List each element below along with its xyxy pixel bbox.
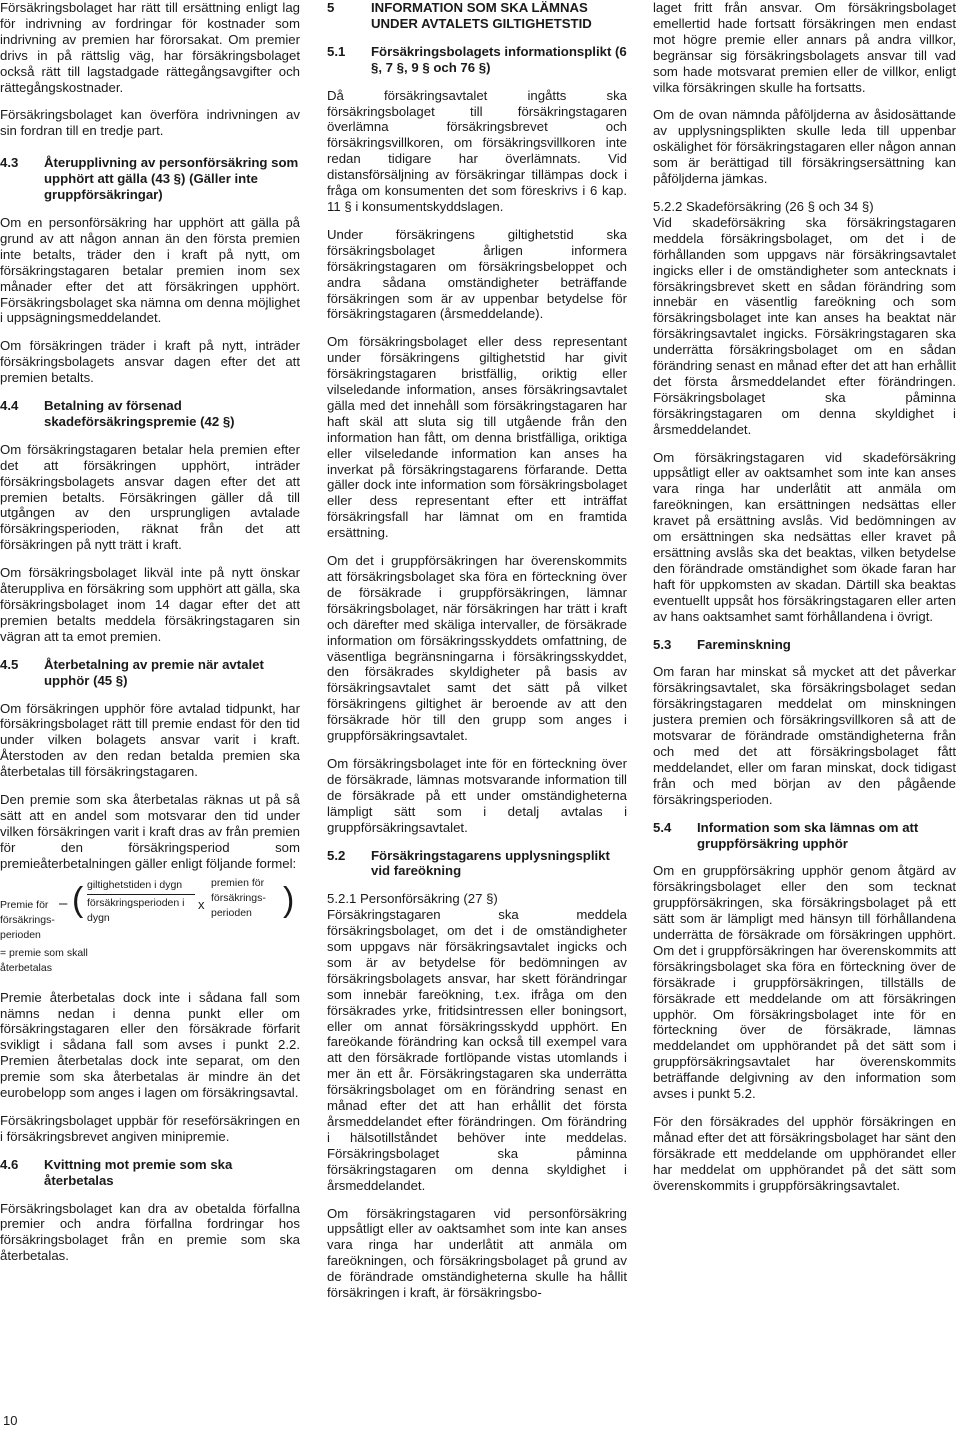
section-heading-4-3: [0, 155, 300, 203]
paragraph: Om försäkringstagaren betalar hela premien efter det att försäkringen upphört, inträder försäkringsbolagets ansvar dagen efter det att premien betalts. Försäkringen gäller då till utgången av den ursprungligen avtalade försäkringsperioden, räknat från det att försäkringen på nytt trätt i kraft.: [0, 441, 300, 553]
section-title: Kvittning mot premie som ska återbetalas: [44, 1156, 233, 1188]
column-1: [0, 0, 300, 1276]
section-number: 4.6: [0, 1156, 19, 1172]
formula-denominator: försäkringsperioden i dygn: [87, 896, 185, 924]
paragraph: Försäkringsbolaget har rätt till ersättning enligt lag för indrivning av fordringar för kostnader som indrivning av premien har förorsakat. Om premier drivs in på rättslig väg, har försäkringsbolaget också rätt till lagstadgade rättegångsavgifter och rättegångskostnader.: [0, 0, 300, 95]
section-number: 5.1: [327, 43, 346, 59]
section-number: 5.3: [653, 636, 672, 652]
section-number: 4.3: [0, 155, 19, 171]
section-title: Försäkringstagarens upplysningsplikt vid fareökning: [371, 847, 610, 879]
paragraph: Om försäkringen träder i kraft på nytt, inträder försäkringsbolagets ansvar dagen efter det att premien betalts.: [0, 338, 300, 386]
section-heading-5-1: [327, 44, 627, 76]
section-heading-5-2: [327, 848, 627, 880]
section-title: Betalning av försenad skadeförsäkringspremie (42 §): [44, 398, 235, 429]
formula-numerator: giltighetstiden i dygn: [87, 878, 195, 895]
paragraph: Om det i gruppförsäkringen har överenskommits att försäkringsbolaget ska föra en förteckning över de försäkrade i gruppförsäkringen, lämnar försäkringsbolaget, när försäkringen har trätt i kraft och därefter med skäliga intervaller, de försäkrade information om försäkringsskyddets omfattning, de väsentliga begränsningarna i försäkringsskyddet, den försäkrades skyldigheter på basis av försäkringsavtalet samt det sätt på vilket försäkringens giltighet är beroende av att den försäkrade hör till den grupp som anges i gruppförsäkringsavtalet.: [327, 553, 627, 744]
subsection-heading-5-2-2: 5.2.2 Skadeförsäkring (26 § och 34 §): [653, 198, 874, 214]
paragraph: Försäkringsbolaget kan dra av obetalda förfallna premier och andra förfallna fordringar hos försäkringsbolaget från en premie som ska återbetalas.: [0, 1200, 300, 1264]
paragraph: Försäkringsbolaget kan överföra indrivningen av sin fordran till en tredje part.: [0, 107, 300, 139]
paragraph: Den premie som ska återbetalas räknas ut på så sätt att en andel som motsvarar den tid under vilken försäkringen varit i kraft dras av från premien för den försäkringsperiod som premieåterbetalningen gäller enligt följande formel:: [0, 792, 300, 871]
paragraph: Om en gruppförsäkring upphör genom åtgärd av försäkringsbolaget eller den som tecknat gruppförsäkringen, ska försäkringsbolaget på ett sätt som är lämpligt med hänsyn till förhållandena underrätta de försäkrade om försäkringen upphört. Om det i gruppförsäkringen har överenskommits att försäkringsbolaget ska föra en förteckning över de försäkrade i gruppförsäkringen, tillställs de försäkrade ett meddelande om att försäkringen upphör. Om försäkringsbolaget inte för en förteckning över de försäkrade, lämnas meddelandet om upphörandet på det sätt som i gruppförsäkringsavtalet har överenskommits beträffande delgivning av den information som avses i punkt 5.2.: [653, 863, 956, 1102]
paragraph: Försäkringstagaren ska meddela försäkringsbolaget, om det i de omständigheter som uppgavs när försäkringsavtalet ingicks och som är av betydelse för bedömningen av försäkringsbolagets ansvar, har skett förändringar som innebär fareökning, t.ex. ifråga om den försäkrades yrke, fritidsintressen eller boningsort, eller om annat försäkringsskydd upphört. En fareökande förändring kan också till exempel vara att den försäkrade fortlöpande vistas utomlands i mer än ett år. Försäkringstagaren ska underrätta försäkringsbolaget om en förändring senast en månad efter det att han erhållit det första årsmeddelandet efter förändringen. Om förändring i hälsotillståndet behöver inte meddelas. Försäkringsbolaget ska påminna försäkringstagaren om denna skyldighet i årsmeddelandet.: [327, 907, 627, 1193]
section-heading-4-4: [0, 398, 300, 430]
section-title: Information som ska lämnas om att gruppförsäkring upphör: [697, 819, 919, 851]
paragraph: Under försäkringens giltighetstid ska försäkringsbolaget årligen informera försäkringstagaren om försäkringsbeloppet och andra sådana omständigheter beträffande försäkringen som är av uppenbar betydelse för försäkringstagaren (årsmeddelande).: [327, 226, 627, 322]
section-number: 4.5: [0, 656, 19, 672]
formula-left-paren: (: [72, 880, 84, 919]
section-heading-5: [327, 0, 627, 32]
paragraph: Om de ovan nämnda påföljderna av åsidosättande av upplysningsplikten skulle leda till uppenbar oskälighet för försäkringstagaren eller någon annan som är berättigad till försäkringsersättning kan påföljderna jämkas.: [653, 107, 956, 187]
paragraph: Då försäkringsavtalet ingåtts ska försäkringsbolaget till försäkringstagaren överlämna försäkringsbrevet och försäkringsvillkoren, om försäkringsvillkoren inte redan tidigare har överlämnats. Vid distansförsäljning av försäkringar tillämpas dock i fråga om konsumenten det som föreskrivs i 6 kap. 11 § i konsumentskyddslagen.: [327, 87, 627, 214]
formula-minus: –: [59, 894, 68, 912]
section-heading-4-5: [0, 657, 300, 689]
section-heading-5-4: [653, 820, 956, 852]
section-title: Fareminskning: [697, 636, 791, 652]
paragraph: Om försäkringsbolaget eller dess representant under försäkringens giltighetstid har givit försäkringstagaren bristfällig, oriktig eller vilseledande information, anses försäkringsavtalet gälla med det innehåll som försäkringstagaren har haft skäl att sluta sig till utgående från den information han fått, om denna bristfälliga, oriktiga eller vilseledande information kan anses ha inverkat på försäkringstagarens förfarande. Detta gäller dock inte information som försäkringsbolaget eller dess representant efter ett inträffat försäkringsfall har lämnat om en framtida ersättning.: [327, 334, 627, 541]
refund-formula: [0, 878, 300, 978]
paragraph: För den försäkrades del upphör försäkringen en månad efter det att försäkringsbolaget har sänt den försäkrade ett meddelande om upphörandet eller har meddelat om upphörandet på det sätt som överenskommits i gruppförsäkringsavtalet.: [653, 1114, 956, 1193]
section-number: 5: [327, 0, 335, 15]
section-title: INFORMATION SOM SKA LÄMNAS UNDER AVTALETS GILTIGHETSTID: [371, 0, 592, 31]
section-number: 5.2: [327, 847, 346, 863]
paragraph: Om försäkringstagaren vid personförsäkring uppsåtligt eller av oaktsamhet som inte kan anses vara ringa har underlåtit att anmäla om fareökningen, och försäkringsbolaget på grund av de förändrade omständigheterna skulle ha hållit försäkringen i kraft, är försäkringsbo-: [327, 1205, 627, 1301]
paragraph: Om försäkringsbolaget inte för en förteckning över de försäkrade, lämnas motsvarande information till de försäkrade på ett under omständigheterna lämpligt sätt som i detalj avtalas i gruppförsäkringsavtalet.: [327, 755, 627, 835]
formula-fraction: [87, 878, 195, 926]
subsection-heading-5-2-1: 5.2.1 Personförsäkring (27 §): [327, 891, 498, 907]
section-heading-4-6: [0, 1157, 300, 1189]
paragraph: Om försäkringsbolaget likväl inte på nytt önskar återuppliva en försäkring som upphört att gälla, ska försäkringsbolaget inom 14 dagar efter det att premien betalts meddela försäkringstagaren sin vägran att ta emot premien.: [0, 565, 300, 644]
paragraph: Vid skadeförsäkring ska försäkringstagaren meddela försäkringsbolaget, om det i de förhållanden som uppgavs när försäkringsavtalet ingicks eller i de omständigheter som antecknats i försäkringsbrevet skett en sådan förändring som innebär en väsentlig fareökning och som försäkringsbolaget inte kan anses ha beaktat när försäkringsavtalet ingicks. Försäkringstagaren ska underrätta försäkringsbolaget om en sådan förändring senast en månad efter det att han erhållit det första årsmeddelandet efter förändringen. Försäkringsbolaget ska påminna försäkringstagaren om denna skyldighet i årsmeddelandet.: [653, 214, 956, 437]
paragraph: Om försäkringstagaren vid skadeförsäkring uppsåtligt eller av oaktsamhet som inte kan anses vara ringa har underlåtit att anmäla om fareökningen, kan ersättningen nedsättas eller kravet på ersättning avslås. Vid bedömningen av om ersättningen ska nedsättas eller kravet på ersättning avslås ska det beaktas, vilken betydelse den förändrade omständighet som ökade faran har haft för uppkomsten av skadan. Därtill ska beaktas eventuellt uppsåt hos försäkringstagaren eller arten av hans oaktsamhet samt förhållandena i övrigt.: [653, 449, 956, 624]
formula-result: = premie som skall återbetalas: [0, 946, 88, 974]
paragraph: Försäkringsbolaget uppbär för reseförsäkringen en i försäkringsbrevet angiven minipremie.: [0, 1112, 300, 1144]
section-number: 4.4: [0, 398, 19, 414]
paragraph: Om faran har minskat så mycket att det påverkar försäkringsavtalet, ska försäkringsbolaget sedan försäkringstagaren meddelat om minskningen justera premien och försäkringsvillkoren så att de motsvarar de förändrade omständigheterna från och med det att försäkringsbolaget fått meddelandet, eller om faran minskat, dock tidigast från och med början av den pågående försäkringsperioden.: [653, 664, 956, 807]
formula-times: x: [198, 896, 205, 912]
column-2: [327, 0, 627, 1313]
page-number: 10: [3, 1413, 18, 1428]
section-title: Återbetalning av premie när avtalet upphör (45 §): [44, 656, 264, 688]
formula-premium-period-right: premien för försäkrings-perioden: [211, 876, 266, 919]
section-heading-5-3: [653, 637, 956, 653]
section-number: 5.4: [653, 819, 672, 835]
paragraph: laget fritt från ansvar. Om försäkringsbolaget emellertid hade fortsatt försäkringen men endast mot högre premie eller annars på andra villkor, begränsar sig försäkringsbolagets ansvar till vad som hade motsvarat premien eller de villkor, enligt vilka försäkringen skulle ha fortsatts.: [653, 0, 956, 95]
formula-premium-period: Premie för försäkrings-perioden: [0, 898, 55, 941]
formula-right-paren: ): [283, 880, 295, 919]
section-title: Försäkringsbolagets informationsplikt (6 §, 7 §, 9 § och 76 §): [371, 43, 627, 75]
paragraph: Premie återbetalas dock inte i sådana fall som nämns nedan i denna punkt eller om försäkringstagaren eller den försäkrade förfarit svikligt i sådana fall som avses i punkt 2.2. Premien återbetalas dock inte separat, om den premie som ska återbetalas är mindre än det eurobelopp som anges i lagen om försäkringsavtal.: [0, 989, 300, 1101]
column-3: [653, 0, 956, 1206]
paragraph: Om en personförsäkring har upphört att gälla på grund av att någon annan än den första premien inte betalts, träder den i kraft på nytt, om försäkringstagaren betalar premien inom sex månader efter det att försäkringen upphört. Försäkringsbolaget ska nämna om denna möjlighet i uppsägningsmeddelandet.: [0, 214, 300, 326]
paragraph: Om försäkringen upphör före avtalad tidpunkt, har försäkringsbolaget rätt till premie endast för den tid under vilken bolagets ansvar varit i kraft. Återstoden av den redan betalda premien ska återbetalas till försäkringstagaren.: [0, 700, 300, 780]
section-title: Återupplivning av personförsäkring som upphört att gälla (43 §) (Gäller inte gruppförsäkringar): [44, 155, 299, 203]
